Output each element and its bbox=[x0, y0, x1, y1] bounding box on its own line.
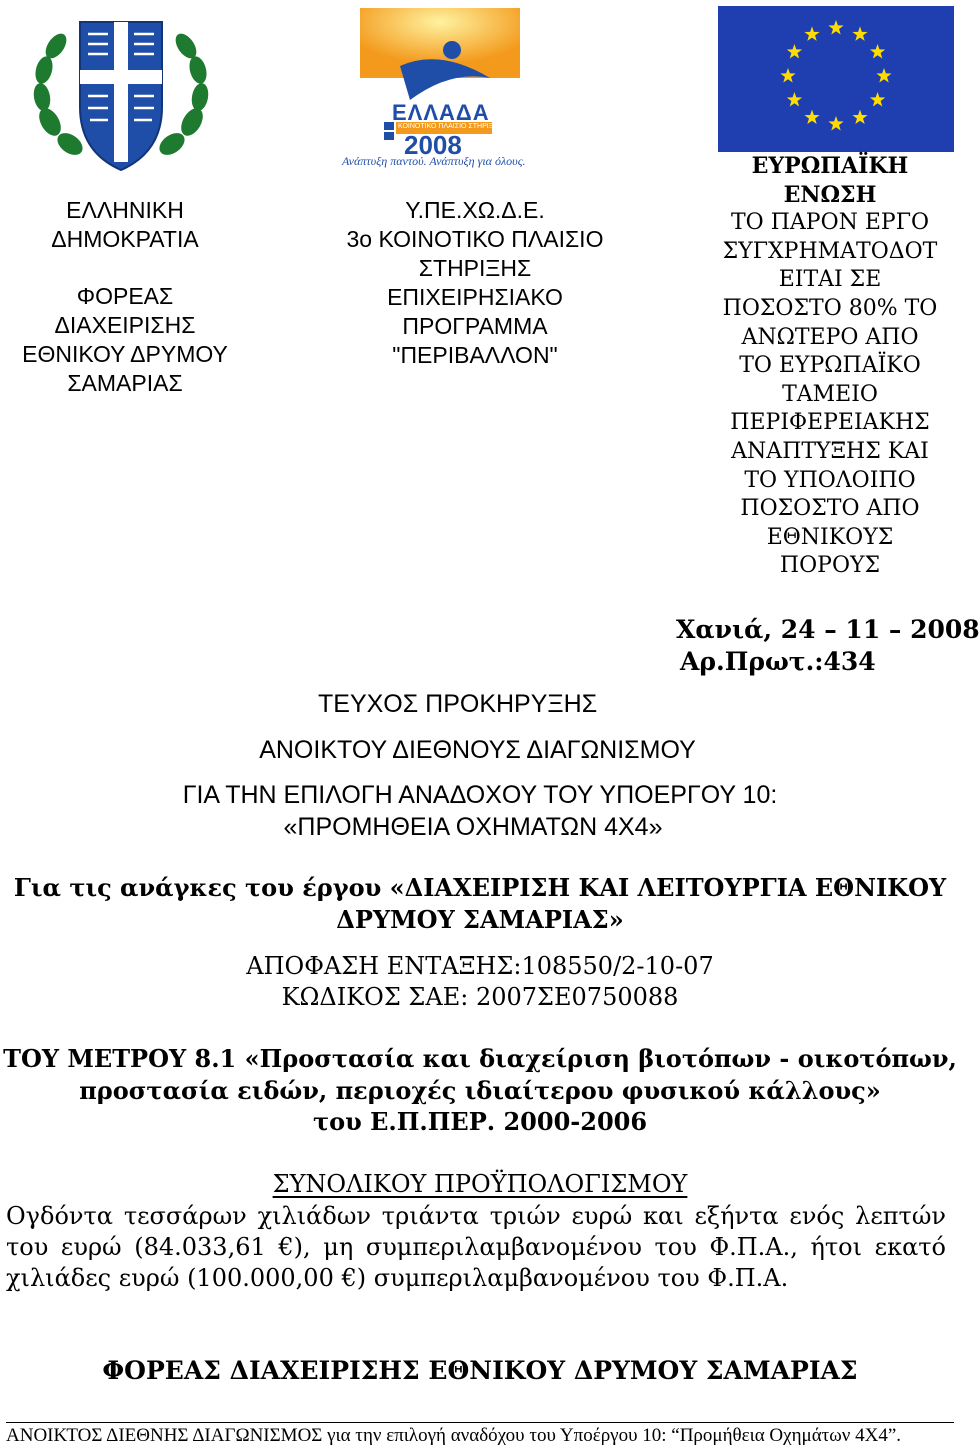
funding-line: ΠΟΣΟΣΤΟ ΑΠΟ bbox=[740, 496, 920, 522]
funding-line: ΤΟ ΥΠΟΛΟΙΠΟ bbox=[744, 467, 916, 493]
logo-year: 2008 bbox=[404, 130, 462, 160]
title-subproject: ΓΙΑ ΤΗΝ ΕΠΙΛΟΓΗ ΑΝΑΔΟΧΟΥ ΤΟΥ ΥΠΟΕΡΓΟΥ 10: bbox=[182, 781, 778, 809]
ministry-line: "ΠΕΡΙΒΑΛΛΟΝ" bbox=[392, 342, 558, 368]
org-line: ΕΘΝΙΚΟΥ ΔΡΥΜΟΥ bbox=[22, 341, 228, 367]
logo-subtext: ΚΟΙΝΟΤΙΚΟ ΠΛΑΙΣΙΟ ΣΤΗΡΙΞΗΣ bbox=[398, 123, 503, 130]
logo-text: ΕΛΛΑΔΑ bbox=[392, 100, 490, 125]
logo-slogan: Ανάπτυξη παντού. Ανάπτυξη για όλους. bbox=[342, 154, 526, 168]
title-tender-type: ΑΝΟΙΚΤΟΥ ΔΙΕΘΝΟΥΣ ΔΙΑΓΩΝΙΣΜΟΥ bbox=[259, 736, 696, 764]
header-left-column bbox=[0, 196, 250, 398]
funding-line: ΤΟ ΕΥΡΩΠΑΪΚΟ bbox=[739, 353, 921, 379]
funding-line: ΠΟΡΟΥΣ bbox=[779, 553, 881, 579]
header-right-column bbox=[712, 152, 948, 581]
project-line: ΔΡΥΜΟΥ ΣΑΜΑΡΙΑΣ» bbox=[336, 905, 624, 934]
funding-line: ΤΑΜΕΙΟ bbox=[782, 381, 878, 407]
measure-line: του Ε.Π.ΠΕΡ. 2000-2006 bbox=[312, 1107, 648, 1136]
org-line: ΔΙΑΧΕΙΡΙΣΗΣ bbox=[54, 312, 196, 338]
ministry-line: Υ.ΠΕ.ΧΩ.Δ.Ε. bbox=[405, 197, 545, 223]
funding-line: ΕΘΝΙΚΟΥΣ bbox=[766, 524, 894, 550]
ministry-line: ΕΠΙΧΕΙΡΗΣΙΑΚΟ bbox=[387, 284, 563, 310]
funding-line: ΣΥΓΧΡΗΜΑΤΟΔΟΤ bbox=[722, 238, 938, 264]
project-line: Για τις ανάγκες του έργου «ΔΙΑΧΕΙΡΙΣΗ ΚΑΙ ΛΕΙΤΟΥΡΓΙΑ ΕΘΝΙΚΟΥ bbox=[13, 873, 947, 902]
date-line: Χανιά, 24 – 11 – 2008 bbox=[676, 615, 980, 644]
title-subproject-name: «ΠΡΟΜΗΘΕΙΑ ΟΧΗΜΑΤΩΝ 4Χ4» bbox=[283, 813, 663, 841]
footer-organization: ΦΟΡΕΑΣ ΔΙΑΧΕΙΡΙΣΗΣ ΕΘΝΙΚΟΥ ΔΡΥΜΟΥ ΣΑΜΑΡΙΑΣ bbox=[102, 1356, 858, 1385]
budget-heading: ΣΥΝΟΛΙΚΟΥ ΠΡΟΫΠΟΛΟΓΙΣΜΟΥ bbox=[272, 1170, 688, 1198]
funding-line: ΕΙΤΑΙ ΣΕ bbox=[778, 267, 882, 293]
org-line: ΔΗΜΟΚΡΑΤΙΑ bbox=[51, 226, 199, 252]
measure-line: προστασία ειδών, περιοχές ιδιαίτερου φυσικού κάλλους» bbox=[79, 1076, 881, 1105]
date-block bbox=[676, 614, 980, 678]
eu-label: ΕΝΩΣΗ bbox=[783, 181, 877, 208]
footer-divider bbox=[6, 1422, 954, 1423]
eu-label: ΕΥΡΩΠΑΪΚΗ bbox=[751, 153, 909, 179]
protocol-number: Αρ.Πρωτ.:434 bbox=[680, 647, 876, 676]
org-line: ΦΟΡΕΑΣ bbox=[76, 283, 174, 309]
ministry-line: 3ο ΚΟΙΝΟΤΙΚΟ ΠΛΑΙΣΙΟ bbox=[346, 226, 604, 252]
funding-line: ΠΟΣΟΣΤΟ 80% ΤΟ bbox=[722, 295, 938, 321]
footer-note: ΑΝΟΙΚΤΟΣ ΔΙΕΘΝΗΣ ΔΙΑΓΩΝΙΣΜΟΣ για την επιλογή αναδόχου του Υποέργου 10: “Προμήθεια Οχημάτων 4Χ4”. bbox=[6, 1425, 902, 1446]
org-line: ΣΑΜΑΡΙΑΣ bbox=[67, 370, 183, 396]
ministry-line: ΣΤΗΡΙΞΗΣ bbox=[418, 255, 532, 281]
org-line: ΕΛΛΗΝΙΚΗ bbox=[66, 197, 184, 223]
title-document-type: ΤΕΥΧΟΣ ΠΡΟΚΗΡΥΞΗΣ bbox=[318, 690, 598, 718]
funding-line: ΑΝΩΤΕΡΟ ΑΠΟ bbox=[741, 324, 919, 350]
eu-flag-logo bbox=[718, 6, 954, 152]
measure-line: ΤΟΥ ΜΕΤΡΟΥ 8.1 «Προστασία και διαχείριση βιοτόπων - οικοτόπων, bbox=[3, 1044, 957, 1073]
greek-coat-of-arms-logo bbox=[30, 12, 212, 178]
cfs-2008-logo bbox=[340, 8, 540, 172]
funding-line: ΑΝΑΠΤΥΞΗΣ ΚΑΙ bbox=[731, 438, 929, 464]
sae-code: ΚΩΔΙΚΟΣ ΣΑΕ: 2007ΣΕ0750088 bbox=[281, 983, 679, 1011]
budget-text: Ογδόντα τεσσάρων χιλιάδων τριάντα τριών ευρώ και εξήντα ενός λεπτών του ευρώ (84.033,61 €), μη συμπεριλαμβανομένου του Φ.Π.Α., ήτοι εκατό χιλιάδες ευρώ (100.000,00 €) συμπεριλαμβανομένου του Φ.Π.Α. bbox=[6, 1202, 946, 1292]
ministry-line: ΠΡΟΓΡΑΜΜΑ bbox=[402, 313, 548, 339]
funding-line: ΤΟ ΠΑΡΟΝ ΕΡΓΟ bbox=[730, 210, 930, 236]
header-middle-column bbox=[272, 196, 678, 370]
inclusion-decision: ΑΠΟΦΑΣΗ ΕΝΤΑΞΗΣ:108550/2-10-07 bbox=[246, 952, 714, 980]
funding-line: ΠΕΡΙΦΕΡΕΙΑΚΗΣ bbox=[730, 410, 930, 436]
